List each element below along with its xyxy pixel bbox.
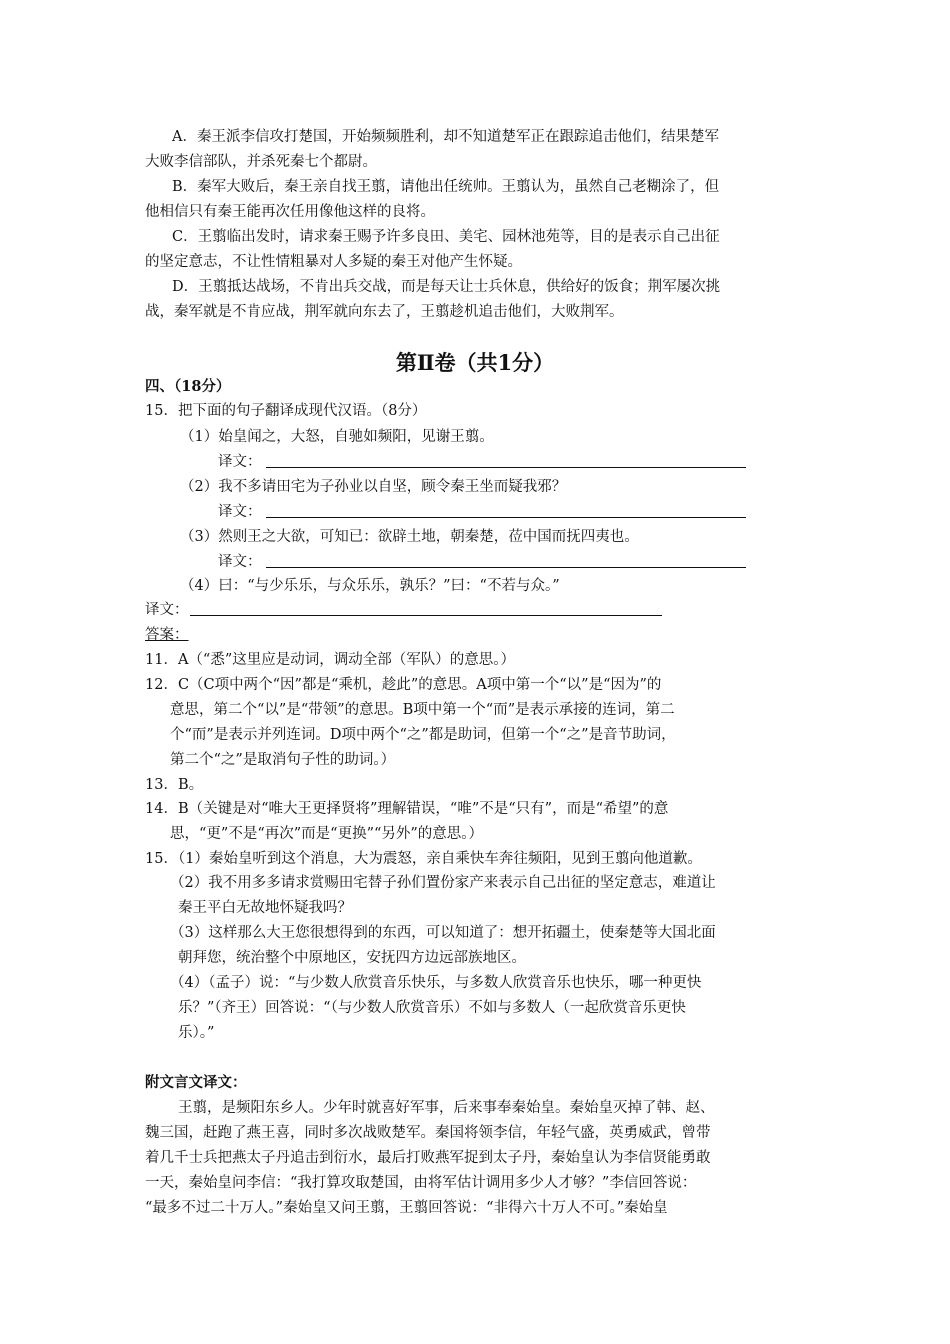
answer-12-line-4: 第二个“之”是取消句子性的助词。） [170, 752, 396, 768]
part4-heading: 四、（18分） [145, 378, 231, 395]
q15-prompt: 15．把下面的句子翻译成现代汉语。（8分） [145, 403, 427, 419]
answer-15-3-line-1: （3）这样那么大王您很想得到的东西，可以知道了：想开拓疆土，使秦楚等大国北面 [170, 925, 716, 941]
answer-14-line-2: 思，“更”不是“再次”而是“更换”“另外”的意思。） [170, 826, 484, 842]
sentence-1: （1）始皇闻之，大怒，自驰如频阳，见谢王翦。 [180, 429, 494, 445]
appendix-line-1: 王翦，是频阳东乡人。少年时就喜好军事，后来事奉秦始皇。秦始皇灭掉了韩、赵、 [178, 1100, 715, 1116]
translation-blank-1[interactable] [266, 467, 746, 468]
option-a-line-2: 大败李信部队，并杀死秦七个都尉。 [145, 154, 377, 170]
answer-15-3-line-2: 朝拜您，统治整个中原地区，安抚四方边远部族地区。 [178, 950, 526, 966]
translation-label-4: 译文： [145, 602, 189, 618]
appendix-line-2: 魏三国，赶跑了燕王喜，同时多次战败楚军。秦国将领李信，年轻气盛，英勇威武，曾带 [145, 1125, 711, 1141]
answer-15-1: 15．（1）秦始皇听到这个消息，大为震怒，亲自乘快车奔往频阳，见到王翦向他道歉。 [145, 851, 702, 867]
option-d-line-2: 战，秦军就是不肯应战，荆军就向东去了，王翦趁机追击他们，大败荆军。 [145, 304, 624, 320]
answer-15-4-line-1: （4）（孟子）说：“与少数人欣赏音乐快乐，与多数人欣赏音乐也快乐，哪一种更快 [170, 975, 702, 991]
translation-blank-2[interactable] [266, 517, 746, 518]
appendix-line-3: 着几千士兵把燕太子丹追击到衍水，最后打败燕军捉到太子丹，秦始皇认为李信贤能勇敢 [145, 1150, 711, 1166]
option-d-line-1: D．王翦抵达战场，不肯出兵交战，而是每天让士兵休息，供给好的饭食；荆军屡次挑 [172, 279, 721, 295]
appendix-heading: 附文言文译文： [145, 1074, 247, 1091]
translation-blank-3[interactable] [266, 567, 746, 568]
sentence-2: （2）我不多请田宅为子孙业以自坚，顾令秦王坐而疑我邪？ [180, 479, 567, 495]
option-b-line-1: B．秦军大败后，秦王亲自找王翦，请他出任统帅。王翦认为，虽然自己老糊涂了，但 [172, 179, 720, 195]
answer-12-line-2: 意思，第二个“以”是“带领”的意思。B项中第一个“而”是表示承接的连词，第二 [170, 702, 675, 718]
answer-13: 13．B。 [145, 777, 204, 793]
translation-label-2: 译文： [218, 504, 262, 520]
appendix-line-4: 一天，秦始皇问李信：“我打算攻取楚国，由将军估计调用多少人才够？”李信回答说： [145, 1175, 697, 1191]
translation-label-3: 译文： [218, 554, 262, 570]
answer-12-line-1: 12．C（C项中两个“因”都是“乘机，趁此”的意思。A项中第一个“以”是“因为”的 [145, 677, 662, 693]
sentence-4: （4）曰：“与少乐乐，与众乐乐，孰乐？”曰：“不若与众。” [180, 578, 560, 594]
answer-15-4-line-2: 乐？”（齐王）回答说：“（与少数人欣赏音乐）不如与多数人（一起欣赏音乐更快 [178, 1000, 686, 1016]
option-c-line-1: C．王翦临出发时，请求秦王赐予许多良田、美宅、园林池苑等，目的是表示自己出征 [172, 229, 720, 245]
sentence-3: （3）然则王之大欲，可知已：欲辟土地，朝秦楚，莅中国而抚四夷也。 [180, 529, 639, 545]
answer-12-line-3: 个“而”是表示并列连词。D项中两个“之”都是助词，但第一个“之”是音节助词， [170, 727, 676, 743]
appendix-line-5: “最多不过二十万人。”秦始皇又问王翦，王翦回答说：“非得六十万人不可。”秦始皇 [145, 1200, 668, 1216]
translation-blank-4[interactable] [190, 615, 662, 616]
answer-14-line-1: 14．B（关键是对“唯大王更择贤将”理解错误，“唯”不是“只有”，而是“希望”的意 [145, 801, 669, 817]
answer-11: 11．A（“悉”这里应是动词，调动全部（军队）的意思。） [145, 652, 515, 668]
translation-label-1: 译文： [218, 454, 262, 470]
option-a-line-1: A．秦王派李信攻打楚国，开始频频胜利，却不知道楚军正在跟踪追击他们，结果楚军 [172, 129, 719, 145]
option-c-line-2: 的坚定意志，不让性情粗暴对人多疑的秦王对他产生怀疑。 [145, 254, 522, 270]
option-b-line-2: 他相信只有秦王能再次任用像他这样的良将。 [145, 204, 435, 220]
answer-15-2-line-1: （2）我不用多多请求赏赐田宅替子孙们置份家产来表示自己出征的坚定意志，难道让 [170, 875, 716, 891]
answers-label: 答案： [145, 627, 189, 643]
section-title: 第Ⅱ卷（共1分） [395, 350, 555, 375]
answer-15-2-line-2: 秦王平白无故地怀疑我吗？ [178, 900, 352, 916]
answer-15-4-line-3: 乐）。” [178, 1025, 215, 1041]
